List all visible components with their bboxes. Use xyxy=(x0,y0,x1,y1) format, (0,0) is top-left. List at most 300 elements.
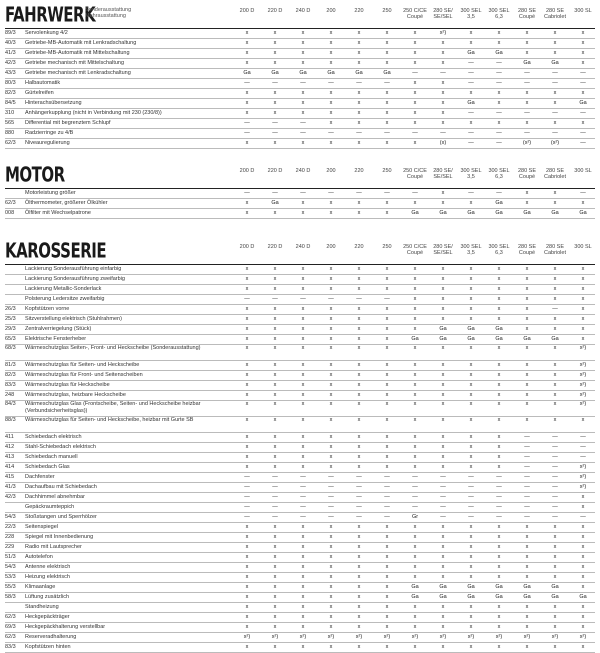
table-cell: x xyxy=(385,444,389,450)
table-cell: x xyxy=(329,594,333,600)
table-cell: x xyxy=(273,434,277,440)
table-cell: x xyxy=(581,604,585,610)
table-cell: x xyxy=(525,534,529,540)
column-header: 300 SEL 6,3 xyxy=(488,244,510,256)
option-description: Wärmeschutzglas für Seiten- und Heckscheibe xyxy=(25,362,140,368)
table-cell: x xyxy=(301,140,305,146)
table-cell: x xyxy=(497,362,501,368)
table-cell: x xyxy=(245,564,249,570)
table-row xyxy=(5,109,595,119)
table-cell: x xyxy=(581,296,585,302)
table-cell: x xyxy=(497,372,501,378)
table-cell: x xyxy=(385,614,389,620)
table-cell: — xyxy=(272,190,278,196)
table-cell: x xyxy=(413,120,417,126)
table-cell: x xyxy=(357,30,361,36)
table-cell: x xyxy=(441,200,445,206)
table-cell: x xyxy=(413,574,417,580)
table-cell: x xyxy=(469,276,473,282)
table-cell: x xyxy=(245,30,249,36)
table-cell: — xyxy=(328,504,334,510)
table-cell: x xyxy=(525,50,529,56)
table-cell: x xyxy=(329,564,333,570)
table-cell: x xyxy=(245,604,249,610)
option-description: Motorleistung größer xyxy=(25,190,76,196)
table-cell: Ga xyxy=(327,70,335,76)
table-cell: Ga xyxy=(467,584,475,590)
table-cell: Ga xyxy=(271,200,279,206)
table-cell: x xyxy=(329,372,333,378)
table-cell: — xyxy=(496,190,502,196)
table-cell: x xyxy=(581,120,585,126)
table-cell: — xyxy=(580,70,586,76)
table-cell: x xyxy=(497,614,501,620)
table-cell: — xyxy=(524,80,530,86)
table-cell: Ga xyxy=(243,70,251,76)
table-cell: x xyxy=(413,345,417,351)
option-code: 41/3 xyxy=(5,484,16,490)
column-header: 280 SE Coupé xyxy=(517,168,537,180)
table-cell: x xyxy=(441,524,445,530)
table-cell: x xyxy=(301,554,305,560)
table-cell: x xyxy=(553,100,557,106)
table-cell: x xyxy=(497,100,501,106)
table-cell: — xyxy=(328,80,334,86)
table-cell: x xyxy=(441,382,445,388)
table-cell: x xyxy=(441,574,445,580)
table-row xyxy=(5,79,595,89)
section-subtitle: Sonderausstattung Mehrausstattung xyxy=(85,7,132,19)
table-cell: — xyxy=(580,130,586,136)
table-cell: x xyxy=(301,614,305,620)
table-cell: x xyxy=(357,554,361,560)
option-code: 29/3 xyxy=(5,326,16,332)
table-cell: x xyxy=(469,524,473,530)
table-cell: x xyxy=(413,444,417,450)
option-description: Seitenspiegel xyxy=(25,524,59,530)
table-cell: x xyxy=(329,316,333,322)
table-cell: x xyxy=(301,336,305,342)
table-cell: — xyxy=(300,494,306,500)
table-cell: — xyxy=(384,190,390,196)
table-cell: x xyxy=(301,464,305,470)
table-cell: x xyxy=(581,276,585,282)
table-row xyxy=(5,345,595,361)
column-header: 220 xyxy=(354,244,364,250)
table-cell: (x) xyxy=(439,140,447,146)
table-row xyxy=(5,391,595,401)
table-cell: Ga xyxy=(579,594,587,600)
column-header: 200 xyxy=(326,244,336,250)
table-cell: x xyxy=(301,306,305,312)
table-cell: x xyxy=(497,30,501,36)
table-cell: — xyxy=(552,514,558,520)
table-cell: x xyxy=(441,372,445,378)
table-cell: x xyxy=(413,200,417,206)
table-cell: — xyxy=(384,514,390,520)
table-cell: x xyxy=(525,296,529,302)
table-cell: x xyxy=(329,434,333,440)
option-code: 81/3 xyxy=(5,362,16,368)
column-header: 220 xyxy=(354,8,364,14)
table-cell: x xyxy=(441,604,445,610)
table-cell: — xyxy=(468,474,474,480)
table-cell: — xyxy=(524,130,530,136)
table-cell: x xyxy=(553,30,557,36)
option-description: Lüftung zusätzlich xyxy=(25,594,70,600)
table-cell: x xyxy=(357,564,361,570)
table-cell: x xyxy=(441,624,445,630)
option-code: 008 xyxy=(5,210,15,216)
table-cell: Ga xyxy=(411,594,419,600)
table-cell: x xyxy=(553,190,557,196)
table-cell: — xyxy=(552,306,558,312)
table-cell: x xyxy=(329,60,333,66)
table-cell: x xyxy=(273,644,277,650)
table-cell: x xyxy=(441,444,445,450)
table-cell: x xyxy=(441,276,445,282)
option-code: 51/3 xyxy=(5,554,16,560)
option-code: 62/3 xyxy=(5,200,16,206)
table-cell: x xyxy=(497,554,501,560)
table-cell: x xyxy=(441,316,445,322)
table-row xyxy=(5,69,595,79)
table-cell: x xyxy=(413,464,417,470)
table-row xyxy=(5,503,595,513)
table-row xyxy=(5,99,595,109)
motor-table xyxy=(5,188,595,219)
table-cell: x xyxy=(385,316,389,322)
table-cell: x xyxy=(441,110,445,116)
table-cell: x xyxy=(245,464,249,470)
table-cell: — xyxy=(552,434,558,440)
fahrwerk-header xyxy=(5,2,595,28)
table-cell: x xyxy=(245,554,249,560)
table-cell: x xyxy=(385,594,389,600)
table-cell: x xyxy=(469,362,473,368)
option-code: 89/3 xyxy=(5,30,16,36)
table-cell: x xyxy=(301,534,305,540)
table-cell: x xyxy=(329,210,333,216)
section-title: KAROSSERIE xyxy=(5,238,107,263)
table-cell: x xyxy=(497,464,501,470)
option-description: Lackierung Sonderausführung einfarbig xyxy=(25,266,122,272)
table-cell: — xyxy=(356,494,362,500)
table-cell: x xyxy=(413,80,417,86)
table-cell: — xyxy=(356,474,362,480)
table-cell: x xyxy=(469,417,473,423)
table-cell: x xyxy=(553,554,557,560)
column-header: 280 SE/ SE/SEL xyxy=(433,8,453,20)
table-cell: Ga xyxy=(523,594,531,600)
table-cell: x xyxy=(441,90,445,96)
table-cell: — xyxy=(496,70,502,76)
table-cell: x xyxy=(553,524,557,530)
table-cell: — xyxy=(552,130,558,136)
column-header: 220 D xyxy=(267,244,283,250)
table-cell: — xyxy=(496,484,502,490)
column-header: 200 xyxy=(326,168,336,174)
table-cell: x xyxy=(273,454,277,460)
table-cell: x xyxy=(329,326,333,332)
table-cell: — xyxy=(552,444,558,450)
table-cell: x xyxy=(245,594,249,600)
option-description: Wärmeschutzglas Glas (Frontscheibe, Seiten- und Heckscheibe heizbar (Verbundsicherheitsglas)) xyxy=(25,401,201,414)
table-cell: x xyxy=(385,604,389,610)
table-cell: x xyxy=(273,30,277,36)
option-code: 25/3 xyxy=(5,316,16,322)
table-cell: x xyxy=(553,266,557,272)
table-cell: x xyxy=(385,100,389,106)
option-code: 41/3 xyxy=(5,50,16,56)
table-cell: x xyxy=(553,544,557,550)
table-cell: x²) xyxy=(579,464,587,470)
table-cell: — xyxy=(244,120,250,126)
table-cell: Ga xyxy=(411,336,419,342)
table-cell: x xyxy=(329,120,333,126)
table-cell: x xyxy=(245,90,249,96)
table-cell: x xyxy=(245,276,249,282)
table-cell: x xyxy=(245,336,249,342)
table-cell: x xyxy=(273,266,277,272)
table-cell: Ga xyxy=(439,336,447,342)
option-description: Schiebedach manuell xyxy=(25,454,78,460)
table-cell: x xyxy=(273,286,277,292)
table-cell: x xyxy=(581,306,585,312)
table-cell: x xyxy=(553,345,557,351)
table-cell: x xyxy=(497,286,501,292)
option-code: 412 xyxy=(5,444,15,450)
table-cell: — xyxy=(552,494,558,500)
table-cell: x xyxy=(525,286,529,292)
table-cell: x xyxy=(329,464,333,470)
table-cell: x xyxy=(553,286,557,292)
table-cell: x xyxy=(525,276,529,282)
table-row xyxy=(5,563,595,573)
karosserie-table xyxy=(5,264,595,653)
option-description: Dachaufbau mit Schiebedach xyxy=(25,484,97,490)
table-cell: x xyxy=(301,382,305,388)
table-cell: x xyxy=(553,362,557,368)
column-header: 280 SE Coupé xyxy=(517,8,537,20)
table-cell: x²) xyxy=(579,362,587,368)
table-cell: x xyxy=(553,90,557,96)
table-cell: x xyxy=(385,534,389,540)
table-cell: x xyxy=(357,140,361,146)
table-cell: — xyxy=(272,514,278,520)
table-cell: — xyxy=(244,474,250,480)
table-cell: x xyxy=(497,382,501,388)
column-header: 200 D xyxy=(239,244,255,250)
option-description: Polsterung Ledersitze zweifarbig xyxy=(25,296,105,302)
table-cell: x²) xyxy=(579,401,587,407)
table-cell: x xyxy=(245,534,249,540)
table-cell: x xyxy=(357,100,361,106)
option-description: Differential mit begrenztem Schlupf xyxy=(25,120,111,126)
table-cell: — xyxy=(468,514,474,520)
column-header: 280 SE Cabriolet xyxy=(543,168,566,180)
table-cell: x xyxy=(413,624,417,630)
table-cell: x xyxy=(553,644,557,650)
table-cell: x xyxy=(413,534,417,540)
table-cell: x xyxy=(385,30,389,36)
table-cell: x xyxy=(441,401,445,407)
table-cell: Ga xyxy=(467,326,475,332)
table-cell: x xyxy=(441,100,445,106)
table-cell: x xyxy=(329,200,333,206)
table-cell: x xyxy=(525,100,529,106)
motor-header xyxy=(5,162,595,188)
option-description: Heizung elektrisch xyxy=(25,574,70,580)
table-row xyxy=(5,513,595,523)
table-row xyxy=(5,573,595,583)
table-cell: x xyxy=(273,140,277,146)
table-cell: x xyxy=(413,554,417,560)
table-cell: x xyxy=(357,345,361,351)
table-cell: — xyxy=(272,504,278,510)
option-description: Wärmeschutzglas, heizbare Heckscheibe xyxy=(25,392,126,398)
table-cell: x xyxy=(357,444,361,450)
column-headers xyxy=(5,6,595,28)
table-cell: — xyxy=(580,454,586,460)
table-cell: x xyxy=(553,564,557,570)
section-title: FAHRWERK xyxy=(5,2,96,27)
table-cell: Ga xyxy=(271,70,279,76)
table-cell: — xyxy=(440,484,446,490)
column-headers xyxy=(5,242,595,264)
table-cell: x xyxy=(329,624,333,630)
column-header: 250 C/CE Coupé xyxy=(403,168,427,180)
option-description: Autotelefon xyxy=(25,554,53,560)
table-cell: x xyxy=(441,50,445,56)
option-code: 62/3 xyxy=(5,634,16,640)
table-row xyxy=(5,483,595,493)
column-header: 300 SL xyxy=(574,244,592,250)
table-cell: x xyxy=(245,140,249,146)
table-cell: x xyxy=(525,345,529,351)
table-cell: x xyxy=(385,454,389,460)
table-cell: x xyxy=(469,392,473,398)
table-cell: — xyxy=(440,130,446,136)
table-cell: — xyxy=(272,130,278,136)
table-cell: Ga xyxy=(551,594,559,600)
table-cell: x xyxy=(385,392,389,398)
table-cell: Ga xyxy=(495,584,503,590)
table-cell: Ga xyxy=(551,210,559,216)
table-cell: x xyxy=(553,200,557,206)
table-cell: — xyxy=(552,454,558,460)
table-cell: x xyxy=(329,336,333,342)
table-cell: x²) xyxy=(243,634,251,640)
table-cell: — xyxy=(384,130,390,136)
table-cell: x xyxy=(553,574,557,580)
table-cell: — xyxy=(356,504,362,510)
option-code: 83/3 xyxy=(5,644,16,650)
table-cell: x xyxy=(413,286,417,292)
table-cell: x xyxy=(553,276,557,282)
table-cell: x xyxy=(245,345,249,351)
table-cell: x xyxy=(413,266,417,272)
table-cell: x xyxy=(357,574,361,580)
table-cell: x xyxy=(357,306,361,312)
table-cell: x xyxy=(469,604,473,610)
option-description: Ölthermometer, größerer Ölkühler xyxy=(25,200,108,206)
table-cell: Ga xyxy=(467,50,475,56)
table-cell: — xyxy=(524,464,530,470)
table-row xyxy=(5,119,595,129)
table-cell: — xyxy=(328,130,334,136)
table-row xyxy=(5,285,595,295)
table-cell: x xyxy=(245,326,249,332)
table-cell: x xyxy=(525,326,529,332)
table-cell: x xyxy=(273,90,277,96)
table-cell: x xyxy=(581,286,585,292)
table-cell: x xyxy=(301,454,305,460)
table-row xyxy=(5,371,595,381)
column-header: 300 SL xyxy=(574,168,592,174)
option-code: 229 xyxy=(5,544,15,550)
table-cell: x xyxy=(357,624,361,630)
table-cell: — xyxy=(524,484,530,490)
option-code: 43/3 xyxy=(5,70,16,76)
table-row xyxy=(5,583,595,593)
table-cell: x xyxy=(581,644,585,650)
table-cell: x xyxy=(413,372,417,378)
table-cell: x xyxy=(469,454,473,460)
table-cell: — xyxy=(496,494,502,500)
table-cell: x xyxy=(413,644,417,650)
option-description: Kopfstützen vorne xyxy=(25,306,70,312)
option-description: Servolenkung 4/2 xyxy=(25,30,68,36)
column-header: 280 SE Coupé xyxy=(517,244,537,256)
table-cell: x xyxy=(413,382,417,388)
option-description: Getriebe-MB-Automatik mit Lenkradschaltung xyxy=(25,40,137,46)
option-description: Lackierung Sonderausführung zweifarbig xyxy=(25,276,125,282)
table-cell: x²) xyxy=(579,634,587,640)
table-cell: x xyxy=(329,401,333,407)
table-cell: Ga xyxy=(299,70,307,76)
table-cell: x xyxy=(497,524,501,530)
option-description: Wärmeschutzglas Seiten-, Front- und Heckscheibe (Sonderausstattung) xyxy=(25,345,201,351)
table-cell: x xyxy=(525,544,529,550)
table-cell: x xyxy=(469,296,473,302)
table-cell: x xyxy=(497,544,501,550)
table-cell: x xyxy=(441,644,445,650)
option-code: 53/3 xyxy=(5,574,16,580)
table-cell: x xyxy=(497,266,501,272)
table-row xyxy=(5,603,595,613)
table-cell: Ga xyxy=(439,584,447,590)
table-cell: — xyxy=(552,464,558,470)
column-header: 280 SE/ SE/SEL xyxy=(433,244,453,256)
table-cell: x xyxy=(581,30,585,36)
table-cell: x xyxy=(357,326,361,332)
table-cell: — xyxy=(244,80,250,86)
table-cell: x xyxy=(245,316,249,322)
table-cell: — xyxy=(580,190,586,196)
option-description: Hinterachsübersetzung xyxy=(25,100,82,106)
table-cell: — xyxy=(440,504,446,510)
table-cell: x xyxy=(525,306,529,312)
table-cell: x xyxy=(385,464,389,470)
option-code: 415 xyxy=(5,474,15,480)
table-cell: x xyxy=(273,614,277,620)
table-cell: x xyxy=(301,60,305,66)
table-row xyxy=(5,139,595,149)
table-cell: x xyxy=(413,276,417,282)
table-cell: x xyxy=(273,345,277,351)
table-cell: — xyxy=(524,454,530,460)
